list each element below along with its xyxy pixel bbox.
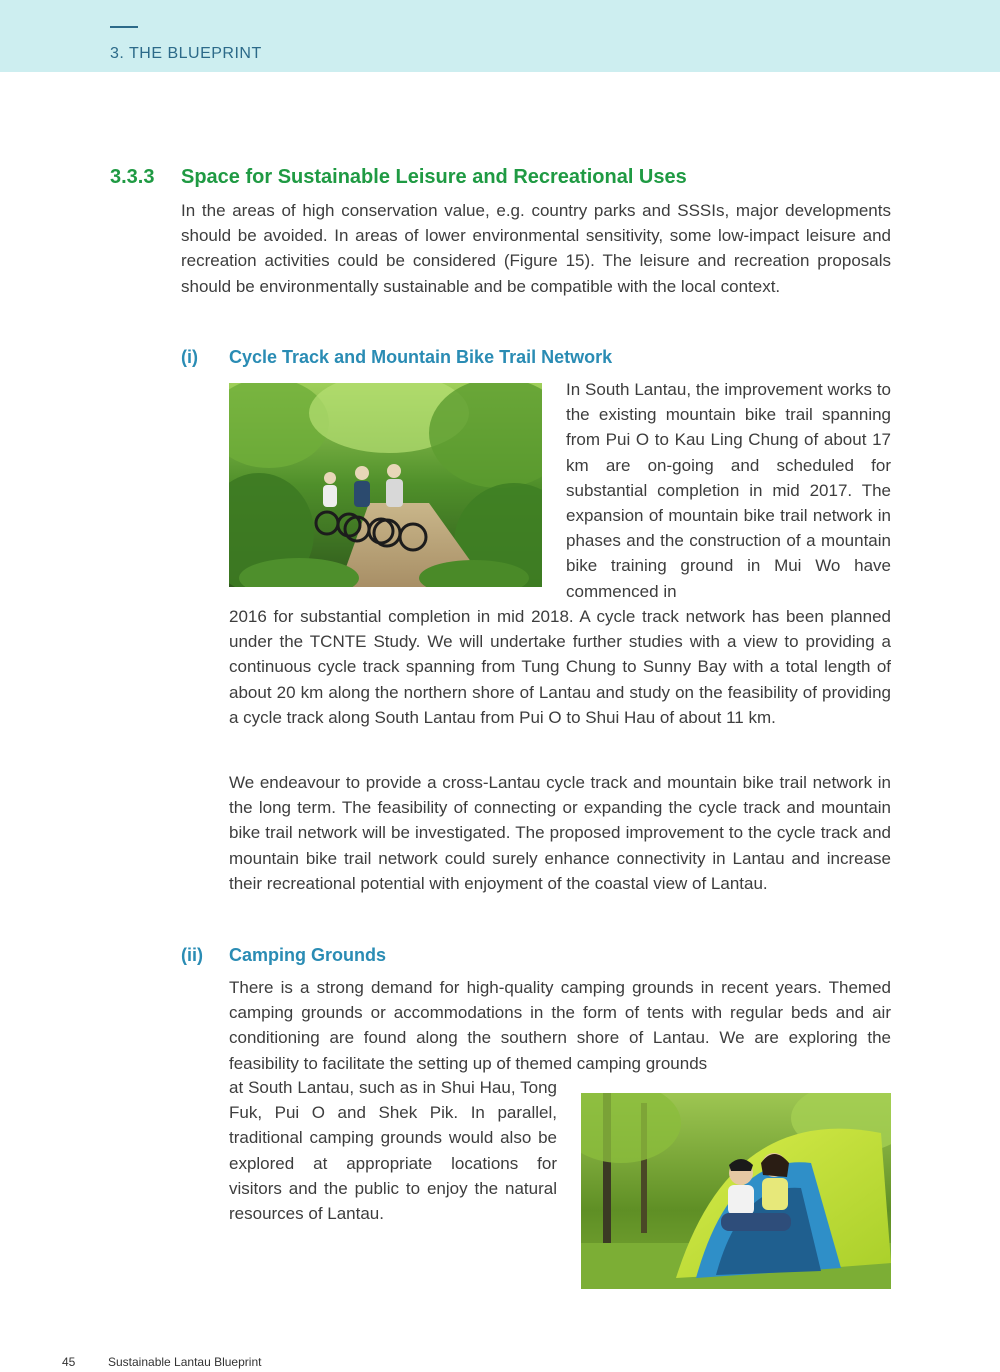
subsection-title-camping: Camping Grounds [229, 945, 386, 965]
subsection-number-camping: (ii) [181, 945, 203, 965]
camping-paragraph: There is a strong demand for high-quality camping grounds in recent years. Themed camping grounds or accommodations in the form of tents with regular beds and air conditioning are found along the southern shore of Lantau. We are exploring the feasibility to facilitate the setting up of themed camping grounds [229, 978, 891, 1073]
camping-paragraph-left: at South Lantau, such as in Shui Hau, Tong Fuk, Pui O and Shek Pik. In parallel, traditional camping grounds would also be explored at appropriate locations for visitors and the public to enjoy the natural resources of Lantau. [229, 1078, 557, 1224]
mountain-bike-photo [229, 383, 542, 587]
cycle-paragraph-right: In South Lantau, the improvement works to the existing mountain bike trail spanning from Pui O to Kau Ling Chung of about 17 km are on-going and scheduled for substantial completion in mid 2017. The expansion of mountain bike trail network in phases and the construction of a mountain bike training ground in Mui Wo have commenced in [566, 380, 891, 601]
section-intro-paragraph: In the areas of high conservation value, e.g. country parks and SSSIs, major developments should be avoided. In areas of lower environmental sensitivity, some low-impact leisure and recreation activities could be considered (Figure 15). The leisure and recreation proposals should be environmentally sustainable and be compatible with the local context. [181, 201, 891, 296]
page-number: 45 [62, 1355, 76, 1369]
footer-doc-title: Sustainable Lantau Blueprint [108, 1355, 262, 1369]
subsection-title-cycle: Cycle Track and Mountain Bike Trail Network [229, 347, 613, 367]
section-title: Space for Sustainable Leisure and Recreational Uses [181, 166, 687, 188]
section-number: 3.3.3 [110, 166, 155, 188]
header-rule [110, 26, 138, 28]
cycle-paragraph-continued: 2016 for substantial completion in mid 2018. A cycle track network has been planned under the TCNTE Study. We will undertake further studies with a view to providing a continuous cycle track spanning from Tung Chung to Sunny Bay with a total length of about 20 km along the northern shore of Lantau and study on the feasibility of providing a cycle track along South Lantau from Pui O to Shui Hau of about 11 km. [229, 607, 891, 727]
subsection-number-cycle: (i) [181, 347, 198, 367]
camping-tent-photo [581, 1093, 891, 1289]
cycle-paragraph-2: We endeavour to provide a cross-Lantau cycle track and mountain bike trail network in the long term. The feasibility of connecting or expanding the cycle track and mountain bike trail network will be investigated. The proposed improvement to the cycle track and mountain bike trail network could surely enhance connectivity in Lantau and increase their recreational potential with enjoyment of the coastal view of Lantau. [229, 773, 891, 893]
chapter-title: 3. THE BLUEPRINT [110, 45, 262, 62]
